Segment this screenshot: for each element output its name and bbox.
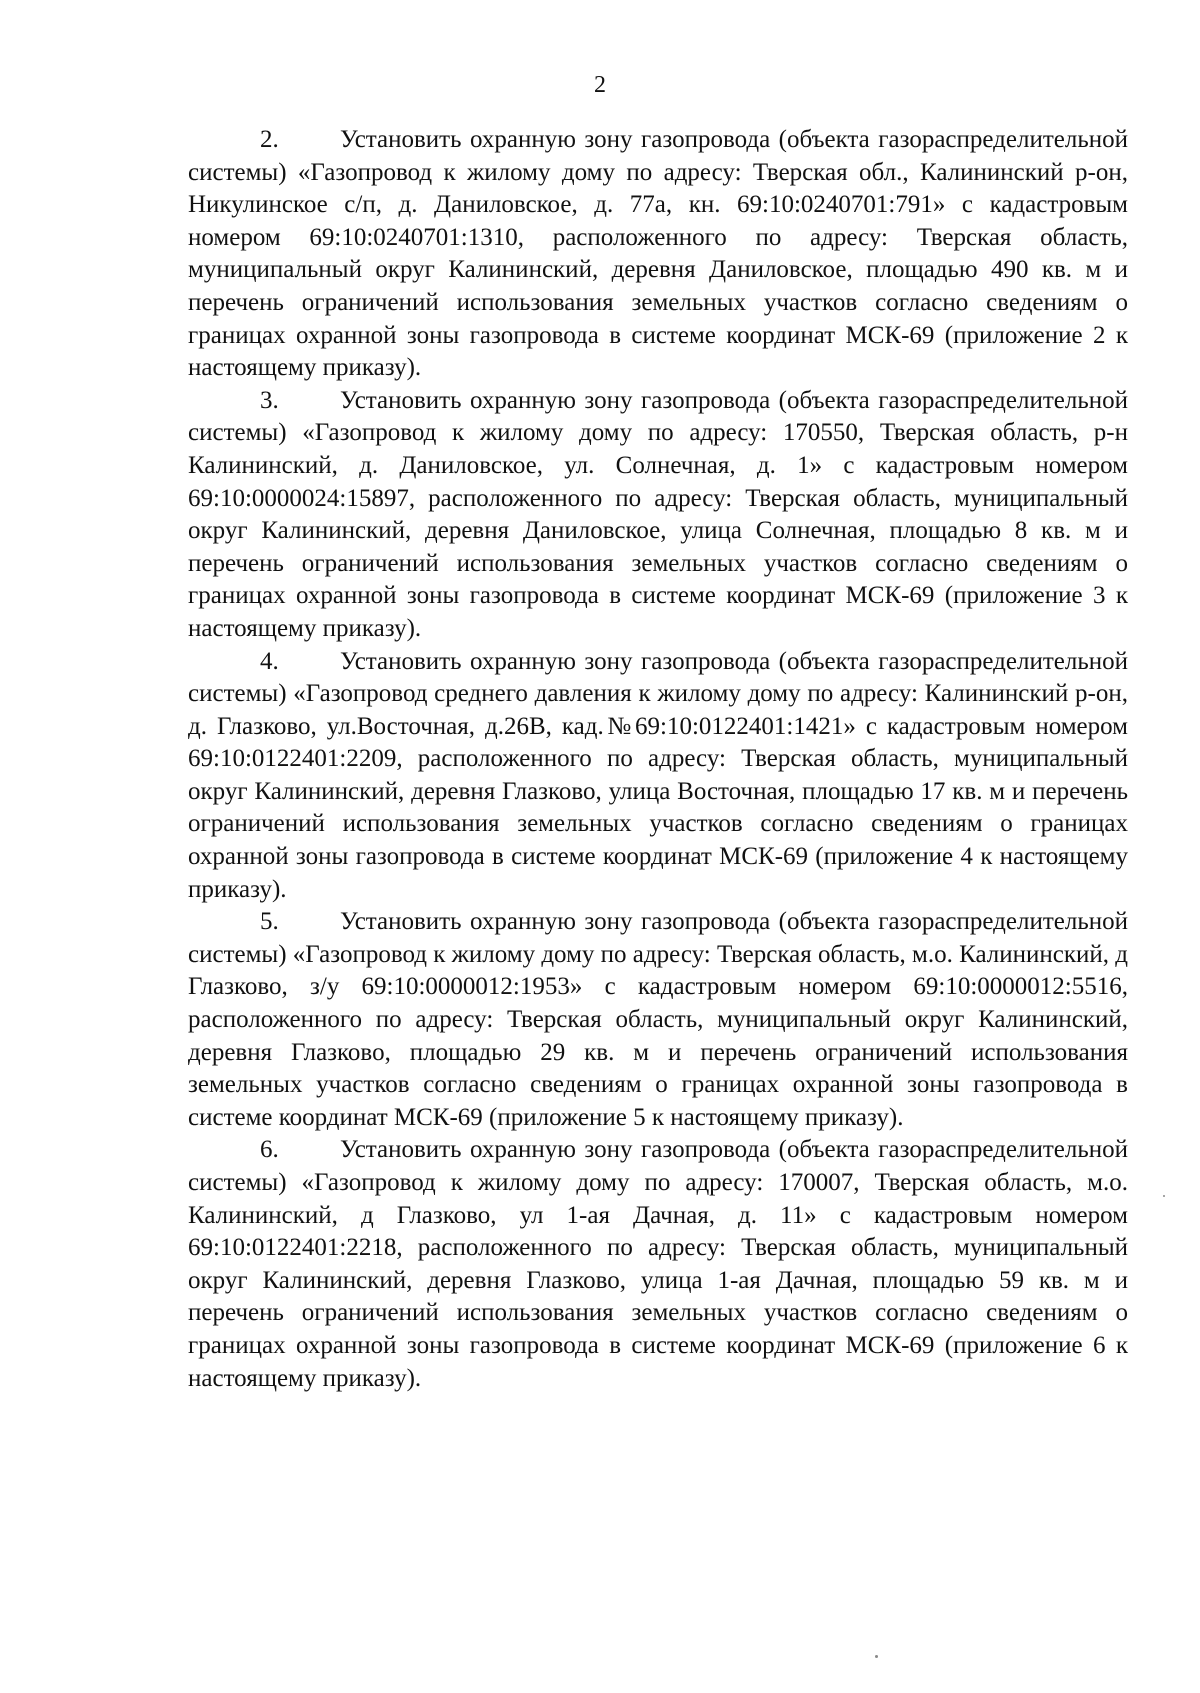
page-number: 2 [594, 72, 606, 98]
item-number: 6. [260, 1136, 279, 1164]
scan-speck [1163, 1195, 1165, 1197]
list-item [188, 124, 1128, 385]
list-item [188, 646, 1128, 907]
item-number: 3. [260, 386, 279, 414]
item-text: Установить охранную зону газопровода (объекта газораспределительной системы) «Газопровод к жилому дому по адресу: 170550, Тверская область, р-н Калининский, д. Даниловское, ул. Солнечная, д. 1» с кадастровым номером 69:10:0000024:15897, расположенного по адресу: Тверская область, муниципальный округ Калининский, деревня Даниловское, улица Солнечная, площадью 8 кв. м и перечень ограничений использования земельных участков согласно сведениям о границах охранной зоны газопровода в системе координат МСК-69 (приложение 3 к настоящему приказу). [188, 386, 1128, 642]
list-item [188, 906, 1128, 1134]
list-item [188, 1134, 1128, 1395]
item-number: 2. [260, 126, 279, 153]
item-text: Установить охранную зону газопровода (объекта газораспределительной системы) «Газопровод к жилому дому по адресу: Тверская обл., Калининский р-он, Никулинское с/п, д. Даниловское, д. 77а, кн. 69:10:0240701:791» с кадастровым номером 69:10:0240701:1310, расположенного по адресу: Тверская область, муниципальный округ Калининский, деревня Даниловское, площадью 490 кв. м и перечень ограничений использования земельных участков согласно сведениям о границах охранной зоны газопровода в системе координат МСК-69 (приложение 2 к настоящему приказу). [188, 126, 1128, 382]
item-text: Установить охранную зону газопровода (объекта газораспределительной системы) «Газопровод среднего давления к жилому дому по адресу: Калининский р-он, д. Глазково, ул.Восточная, д.26В, кад.№69:10:0122401:1421» с кадастровым номером 69:10:0122401:2209, расположенного по адресу: Тверская область, муниципальный округ Калининский, деревня Глазково, улица Восточная, площадью 17 кв. м и перечень ограничений использования земельных участков согласно сведениям о границах охранной зоны газопровода в системе координат МСК-69 (приложение 4 к настоящему приказу). [188, 647, 1128, 903]
list-item [188, 385, 1128, 646]
item-text: Установить охранную зону газопровода (объекта газораспределительной системы) «Газопровод к жилому дому по адресу: 170007, Тверская область, м.о. Калининский, д Глазково, ул 1-ая Дачная, д. 11» с кадастровым номером 69:10:0122401:2218, расположенного по адресу: Тверская область, муниципальный округ Калининский, деревня Глазково, улица 1-ая Дачная, площадью 59 кв. м и перечень ограничений использования земельных участков согласно сведениям о границах охранной зоны газопровода в системе координат МСК-69 (приложение 6 к настоящему приказу). [188, 1136, 1128, 1392]
item-number: 5. [260, 908, 279, 936]
document-body [188, 124, 1128, 1395]
item-text: Установить охранную зону газопровода (объекта газораспределительной системы) «Газопровод к жилому дому по адресу: Тверская область, м.о. Калининский, д Глазково, з/у 69:10:0000012:1953» с кадастровым номером 69:10:0000012:5516, расположенного по адресу: Тверская область, муниципальный округ Калининский, деревня Глазково, площадью 29 кв. м и перечень ограничений использования земельных участков согласно сведениям о границах охранной зоны газопровода в системе координат МСК-69 (приложение 5 к настоящему приказу). [188, 908, 1128, 1131]
item-number: 4. [260, 647, 279, 675]
scan-speck [875, 1655, 878, 1658]
